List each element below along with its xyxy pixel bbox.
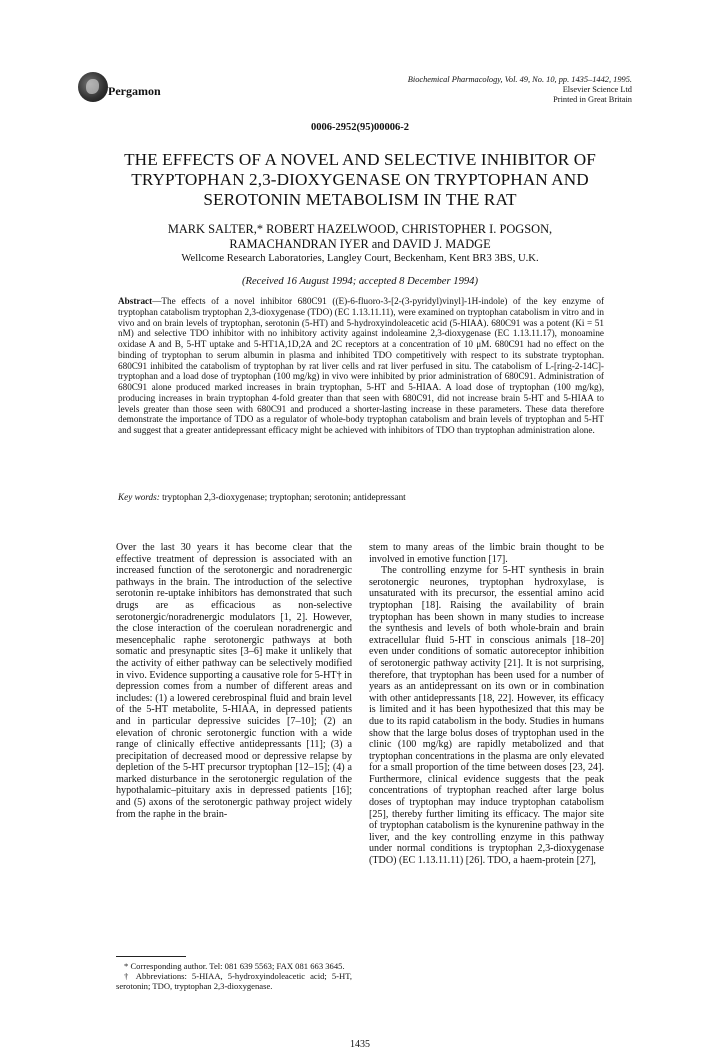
author-list <box>90 222 630 252</box>
affiliation: Wellcome Research Laboratories, Langley Court, Beckenham, Kent BR3 3BS, U.K. <box>181 253 539 264</box>
keywords-label: Key words: <box>118 492 160 502</box>
keywords <box>118 492 604 502</box>
intro-paragraph-1: Over the last 30 years it has become clear that the effective treatment of depression is associated with an increased function of the serotonergic and noradrenergic pathways in the brain. The introduction of the selective serotonin re-uptake inhibitors has demonstrated that such drugs are as efficacious as non-selective serotonergic/noradrenergic modulators [1, 2]. However, the close interaction of the coerulean noradrenergic and mesencephalic raphe serotonergic pathways at both somatic and presynaptic sites [3–6] make it unlikely that the activity of either pathway can be selectively modified in vivo. Evidence supporting a causative role for 5-HT† in depression comes from a number of different areas and includes: (1) a lowered cerebrospinal fluid and brain level of the 5-HT metabolite, 5-HIAA, in depressed patients and in particular depressive suicides [7–10]; (2) an elevation of chronic serotonergic function with a wide range of clinically effective antidepressants [11]; (3) a precipitation of decreased mood or depressive relapse by depletion of the 5-HT precursor tryptophan [12–15]; (4) a marked disturbance in the serotonergic regulation of the hypothalamic–pituitary axis in depressed patients [16]; and (5) axons of the serotonergic pathway project widely from the raphe in the brain- <box>116 542 352 820</box>
footnote-abbreviations: † Abbreviations: 5-HIAA, 5-hydroxyindoleacetic acid; 5-HT, serotonin; TDO, tryptophan 2,3-dioxygenase. <box>116 971 352 991</box>
received-dates <box>0 276 720 287</box>
intro-paragraph-1-continued: stem to many areas of the limbic brain thought to be involved in emotive function [17]. <box>369 542 604 565</box>
abstract <box>118 296 604 436</box>
abstract-label: Abstract <box>118 296 153 306</box>
doi-code: 0006-2952(95)00006-2 <box>311 122 409 133</box>
body-column-left <box>116 542 352 936</box>
publisher-name: Pergamon <box>108 84 161 98</box>
abstract-text: —The effects of a novel inhibitor 680C91 ((E)-6-fluoro-3-[2-(3-pyridyl)vinyl]-1H-indole) of the key enzyme of tryptophan catabolism tryptophan 2,3-dioxygenase (TDO) (EC 1.13.11.11), were examined on tryptophan catabolism in vitro and in vivo and on brain levels of tryptophan, serotonin (5-HT) and 5-hydroxyindoleacetic acid (5-HIAA). 680C91 was a potent (Ki = 51 nM) and selective TDO inhibitor with no inhibitory activity against indoleamine 2,3-dioxygenase (EC 1.13.11.17), monoamine oxidase A and B, 5-HT uptake and 5-HT1A,1D,2A and 2C receptors at a concentration of 10 μM. 680C91 had no effect on the binding of tryptophan to serum albumin in plasma and inhibited TDO competitively with respect to its substrate tryptophan. 680C91 inhibited the catabolism of tryptophan by rat liver cells and rat liver perfused in situ. The catabolism of L-[ring-2-14C]-tryptophan and a load dose of tryptophan (100 mg/kg) in vivo were inhibited by prior administration of 680C91. Administration of 680C91 alone produced marked increases in brain tryptophan, 5-HT and 5-HIAA. A load dose of tryptophan (100 mg/kg), producing increases in brain tryptophan 4-fold greater than that seen with 680C91, did not increase brain 5-HT and 5-HIAA to levels greater than those seen with 680C91 and produced a shorter-lasting increase in these parameters. These data therefore demonstrate the importance of TDO as a regulator of whole-body tryptophan catabolism and brain levels of tryptophan and 5-HT and suggest that a greater antidepressant efficacy might be achieved with inhibitors of TDO than tryptophan administration alone. <box>118 296 604 435</box>
article-title: THE EFFECTS OF A NOVEL AND SELECTIVE INHIBITOR OF TRYPTOPHAN 2,3-DIOXYGENASE ON TRYPTOPHAN AND SEROTONIN METABOLISM IN THE RAT <box>124 150 596 209</box>
received-text: (Received 16 August 1994; accepted 8 December 1994) <box>241 276 479 287</box>
journal-reference <box>408 75 632 105</box>
authors-line-1: MARK SALTER,* ROBERT HAZELWOOD, CHRISTOPHER I. POGSON, <box>167 222 553 236</box>
footnote-divider <box>116 956 186 957</box>
page-number: 1435 <box>350 1039 370 1050</box>
authors-line-2: RAMACHANDRAN IYER and DAVID J. MADGE <box>229 237 491 251</box>
footnotes <box>116 961 352 991</box>
keywords-text: tryptophan 2,3-dioxygenase; tryptophan; serotonin; antidepressant <box>162 492 406 502</box>
body-column-right <box>369 542 604 1042</box>
footnote-corresponding-author: * Corresponding author. Tel: 081 639 5563; FAX 081 663 3645. <box>124 961 345 971</box>
printed-line: Printed in Great Britain <box>553 95 632 104</box>
copyright-line: Elsevier Science Ltd <box>562 85 632 94</box>
intro-paragraph-2: The controlling enzyme for 5-HT synthesis in brain serotonergic neurones, tryptophan hydroxylase, is unsaturated with its precursor, the essential amino acid tryptophan [18]. Raising the availability of brain tryptophan has been shown in many studies to increase the synthesis and levels of both whole-brain and brain extracellular fluid 5-HT in conscious animals [18–20] even under conditions of somatic autoreceptor inhibition of serotonergic pathway activity [21]. It is not surprising, therefore, that tryptophan has been used for a number of years as an antidepressant on its own or in combination with other antidepressants [18, 22]. However, its efficacy is limited and it has been hypothesized that this may be due to its rapid catabolism in the body. Studies in humans show that the large bolus doses of tryptophan used in the clinic (100 mg/kg) are rapidly metabolized and that tryptophan concentrations in the plasma are only elevated for a small proportion of the time between doses [23, 24]. Furthermore, clinical evidence suggests that the peak concentrations of tryptophan reached after large bolus doses of tryptophan may induce tryptophan catabolism [25], thereby further limiting its efficacy. The major site of tryptophan catabolism is the kynurenine pathway in the liver, and the key controlling enzyme in this pathway under normal conditions is tryptophan 2,3-dioxygenase (TDO) (EC 1.13.11.11) [26]. TDO, a haem-protein [27], <box>369 565 604 867</box>
journal-citation: Biochemical Pharmacology, Vol. 49, No. 10, pp. 1435–1442, 1995. <box>407 75 632 84</box>
pergamon-logo-icon <box>78 72 108 102</box>
